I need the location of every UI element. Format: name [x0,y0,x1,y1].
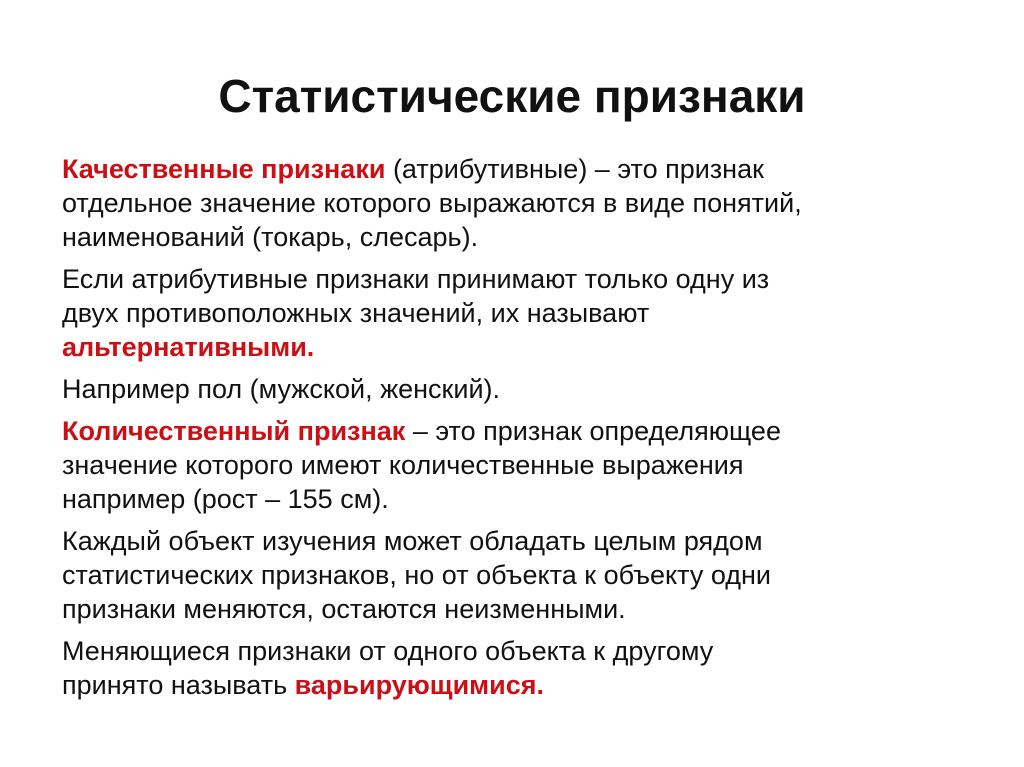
term-alternative: альтернативными. [62,332,315,362]
term-qualitative-features: Качественные признаки [62,154,386,184]
text-line: принято называть [62,670,295,700]
text-line: наименований (токарь, слесарь). [62,222,479,252]
slide-content [62,152,962,710]
text-line: значение которого имеют количественные выражения [62,450,744,480]
text-line: – это признак определяющее [405,416,781,446]
text-line: (атрибутивные) – это признак [385,154,764,184]
slide-title: Статистические признаки [218,70,806,122]
paragraph-alternative-features [62,262,962,364]
paragraph-qualitative-features [62,152,962,254]
text-line: Меняющиеся признаки от одного объекта к другому [62,636,714,666]
text-line: Если атрибутивные признаки принимают только одну из [62,264,770,294]
paragraph-example-gender [62,372,962,406]
paragraph-quantitative-feature [62,414,962,516]
text-line: Например пол (мужской, женский). [62,374,501,404]
text-line: Каждый объект изучения может обладать целым рядом [62,526,763,556]
text-line: отдельное значение которого выражаются в виде понятий, [62,188,802,218]
text-line: двух противоположных значений, их называют [62,298,650,328]
text-line: признаки меняются, остаются неизменными. [62,594,626,624]
paragraph-object-features [62,524,962,626]
term-quantitative-feature: Количественный признак [62,416,406,446]
paragraph-varying-features [62,634,962,702]
text-line: статистических признаков, но от объекта к объекту одни [62,560,772,590]
text-line: например (рост – 155 см). [62,484,389,514]
term-varying: варьирующимися. [294,670,545,700]
